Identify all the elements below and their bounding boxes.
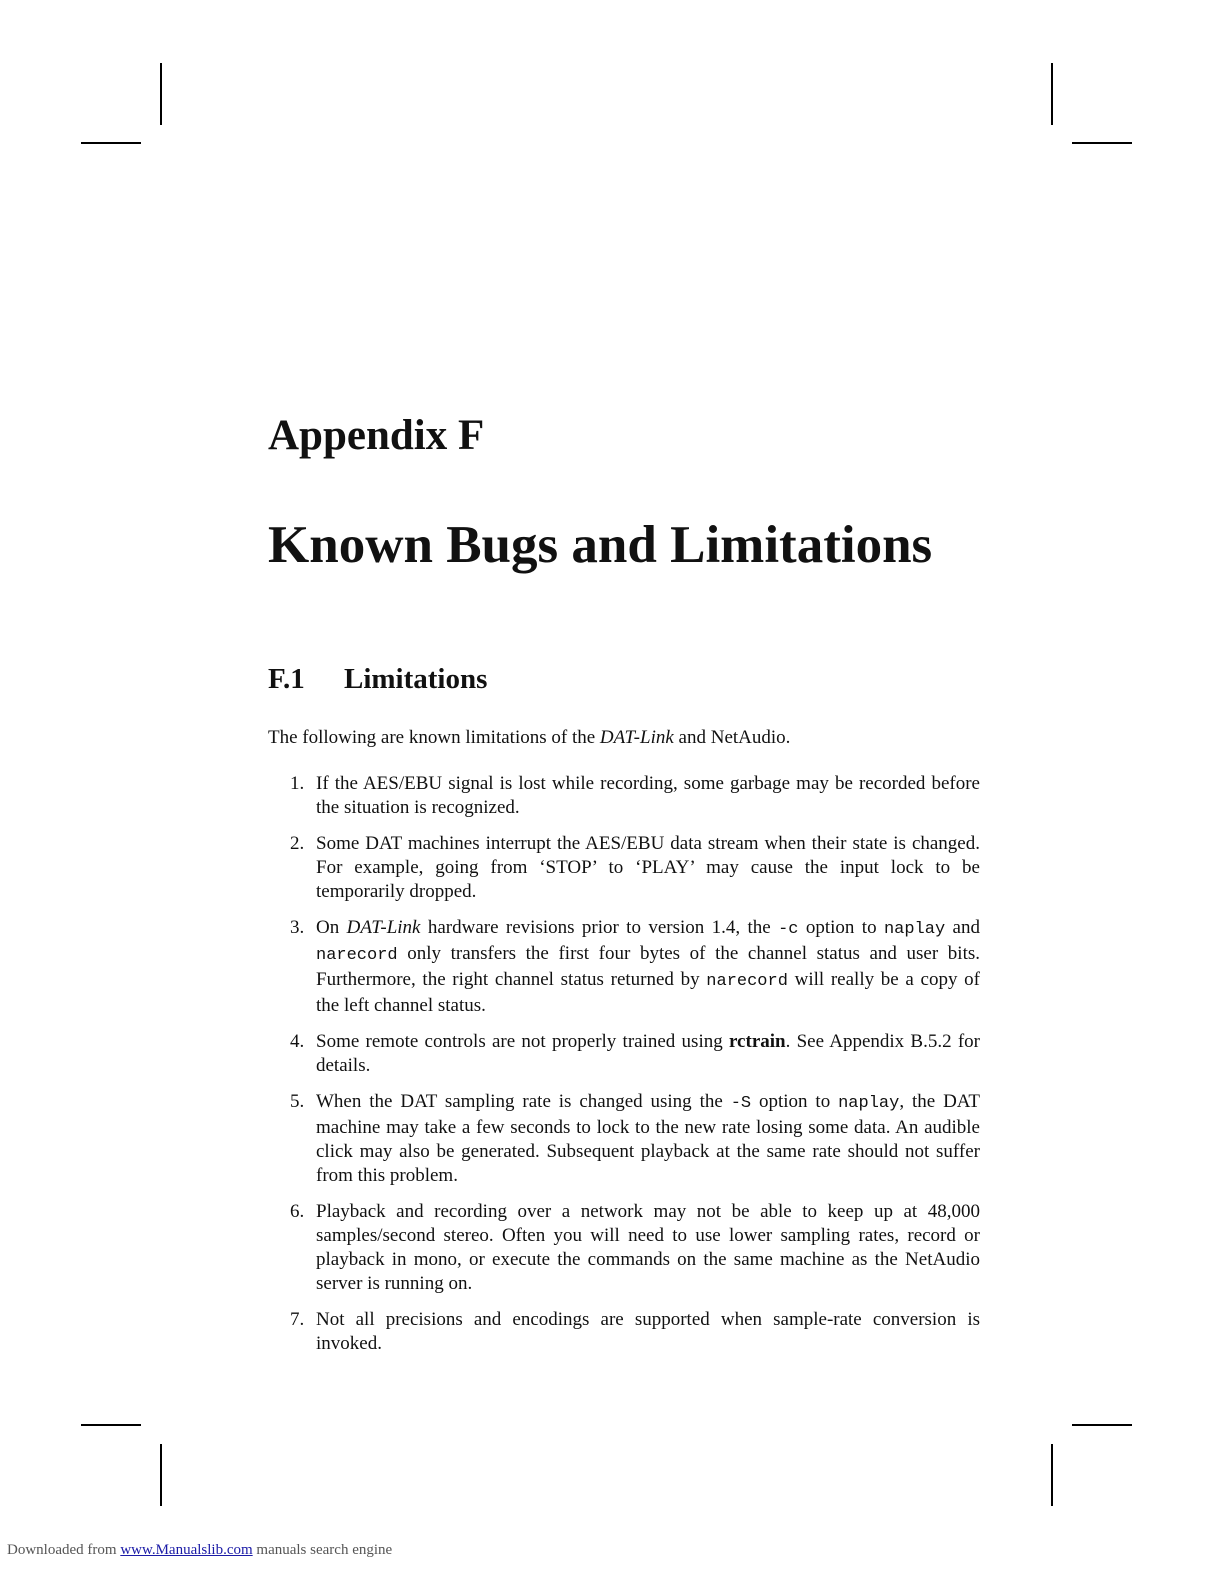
item-text: Playback and recording over a network may not be able to keep up at 48,000 samples/second stereo. Often you will need to use lower sampling rates, record or playback in mono, or execute the commands on the same machine as the NetAudio server is running on. [316,1201,980,1294]
product-name: DAT-Link [346,917,421,938]
manualslib-link[interactable]: www.Manualslib.com [120,1542,253,1558]
item-number: 1. [290,773,305,794]
limitations-list [268,772,980,1368]
list-item [268,1030,980,1078]
crop-mark-top-left-horizontal [81,142,141,144]
list-item [268,832,980,904]
command-name: naplay [883,920,946,939]
section-number: F.1 [268,663,305,695]
command-option: -S [730,1094,752,1113]
item-text: Some DAT machines interrupt the AES/EBU data stream when their state is changed. For example, going from ‘STOP’ to ‘PLAY’ may cause the input lock to be temporarily dropped. [316,833,980,902]
text-fragment: and [945,917,980,938]
text-fragment: When the DAT sampling rate is changed using the [316,1091,731,1112]
crop-mark-bottom-left-horizontal [81,1424,141,1426]
footer-suffix: manuals search engine [252,1542,393,1558]
intro-text-start: The following are known limitations of the [268,727,600,748]
item-text [316,1031,980,1076]
command-name: rctrain [728,1031,786,1052]
crop-mark-bottom-right-horizontal [1072,1424,1132,1426]
chapter-title: Known Bugs and Limitations [268,516,933,574]
crop-mark-top-right-horizontal [1072,142,1132,144]
appendix-label: Appendix F [268,412,485,459]
list-item [268,1200,980,1296]
text-fragment: option to [751,1091,839,1112]
item-number: 7. [290,1309,305,1330]
crop-mark-bottom-right-vertical [1051,1444,1053,1506]
section-heading [268,662,487,697]
intro-product-name: DAT-Link [599,727,674,748]
item-number: 3. [290,917,305,938]
command-name: narecord [706,972,788,991]
command-name: narecord [316,946,398,965]
list-item [268,772,980,820]
item-number: 2. [290,833,305,854]
section-title: Limitations [344,663,488,695]
item-text: Not all precisions and encodings are supported when sample-rate conversion is invoked. [316,1309,980,1354]
list-item [268,1090,980,1188]
item-number: 4. [290,1031,305,1052]
command-option: -c [778,920,799,939]
list-item [268,916,980,1018]
download-footer [7,1542,392,1559]
intro-paragraph [268,726,980,750]
item-number: 5. [290,1091,305,1112]
text-fragment: hardware revisions prior to version 1.4, the [420,917,779,938]
intro-text-end: and NetAudio. [673,727,791,748]
item-text [316,917,980,1016]
text-fragment: Some remote controls are not properly trained using [316,1031,729,1052]
text-fragment: . See Appendix B.5.2 for details. [316,1031,980,1076]
crop-mark-top-left-vertical [160,63,162,125]
text-fragment: only transfers the first four bytes of the channel status and user bits. Furthermore, the right channel status returned by [316,943,980,990]
item-number: 6. [290,1201,305,1222]
footer-prefix: Downloaded from [7,1542,121,1558]
crop-mark-top-right-vertical [1051,63,1053,125]
text-fragment: will really be a copy of the left channel status. [316,969,980,1016]
text-fragment: On [316,917,347,938]
command-name: naplay [838,1094,900,1113]
list-item [268,1308,980,1356]
text-fragment: option to [798,917,884,938]
item-text [316,1091,980,1186]
text-fragment: , the DAT machine may take a few seconds to lock to the new rate losing some data. An audible click may also be generated. Subsequent playback at the same rate should not suffer from this problem. [316,1091,981,1186]
item-text: If the AES/EBU signal is lost while recording, some garbage may be recorded before the situation is recognized. [316,773,980,818]
crop-mark-bottom-left-vertical [160,1444,162,1506]
